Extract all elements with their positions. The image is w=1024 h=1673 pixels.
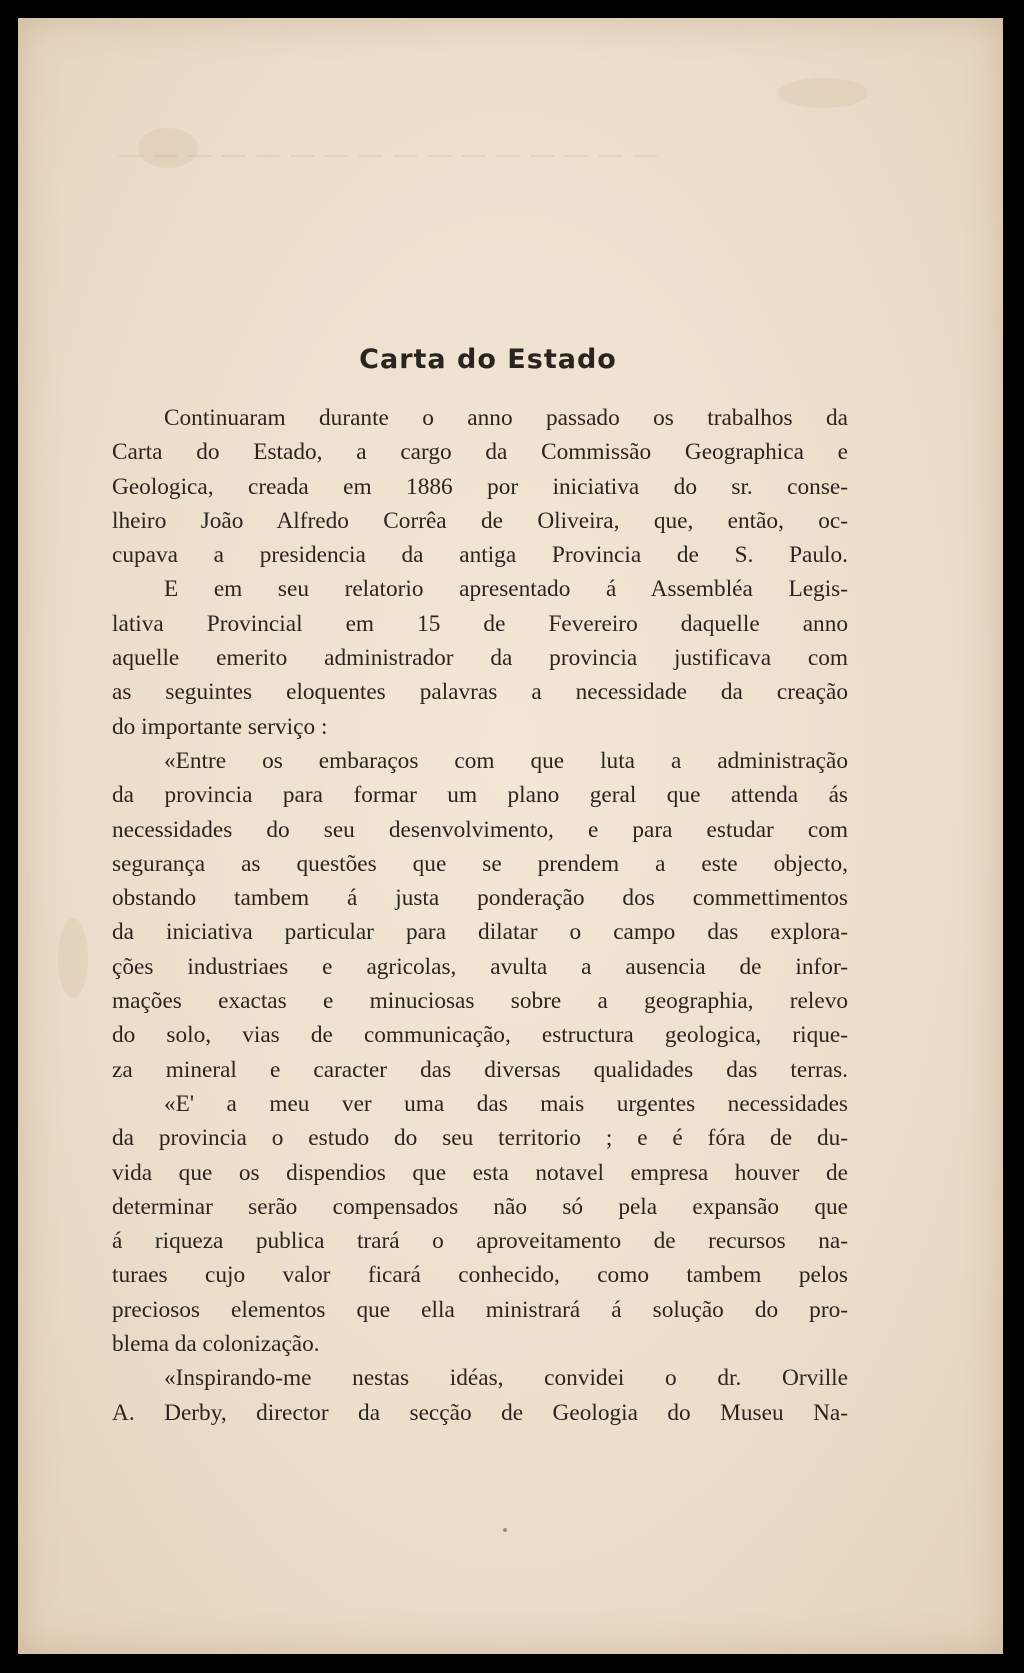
text-line: vida que os dispendios que esta notavel empresa houver de [112,1159,848,1186]
body-text [112,401,848,1430]
book-page [18,18,1003,1654]
text-line: do importante serviço : [112,713,328,740]
text-line: determinar serão compensados não só pela expansão que [112,1193,848,1220]
text-line: E em seu relatorio apresentado á Assembléa Legis- [164,576,848,603]
text-line: preciosos elementos que ella ministrará á solução do pro- [112,1296,848,1323]
text-line: Continuaram durante o anno passado os trabalhos da [164,405,848,431]
text-line: mações exactas e minuciosas sobre a geographia, relevo [112,988,848,1015]
text-line: da provincia para formar um plano geral que attenda ás [112,782,848,809]
text-line: lheiro João Alfredo Corrêa de Oliveira, que, então, oc- [112,507,848,534]
text-line: lativa Provincial em 15 de Fevereiro daquelle anno [112,610,848,637]
text-line: da iniciativa particular para dilatar o campo das explora- [112,919,848,946]
text-line: cupava a presidencia da antiga Provincia de S. Paulo. [112,542,848,569]
text-line: turaes cujo valor ficará conhecido, como tambem pelos [112,1262,848,1289]
page-title: Carta do Estado [359,344,617,375]
text-line: segurança as questões que se prendem a este objecto, [112,850,848,877]
text-line: obstando tambem á justa ponderação dos commettimentos [112,885,848,912]
text-line: «E' a meu ver uma das mais urgentes necessidades [164,1090,848,1117]
text-line: da provincia o estudo do seu territorio ; e é fóra de du- [112,1125,848,1152]
text-line: za mineral e caracter das diversas qualidades das terras. [112,1056,848,1083]
text-line: Geologica, creada em 1886 por iniciativa do sr. conse- [112,473,848,500]
text-line: as seguintes eloquentes palavras a necessidade da creação [112,679,848,706]
text-line: A. Derby, director da secção de Geologia do Museu Na- [112,1399,848,1426]
text-line: blema da colonização. [112,1331,320,1358]
text-line: necessidades do seu desenvolvimento, e para estudar com [112,816,848,843]
text-line: ções industriaes e agricolas, avulta a ausencia de infor- [112,953,848,980]
text-line: «Entre os embaraços com que luta a administração [164,747,848,774]
text-line: Carta do Estado, a cargo da Commissão Geographica e [112,439,848,466]
ink-dot [503,1528,507,1532]
show-through-text: — — — — — — — — — — — — — — — — [118,140,658,170]
paper-stain [58,918,88,998]
text-line: á riqueza publica trará o aproveitamento de recursos na- [112,1228,848,1255]
text-line: aquelle emerito administrador da provincia justificava com [112,645,848,672]
text-line: «Inspirando-me nestas idéas, convidei o dr. Orville [164,1365,848,1392]
paper-stain [778,78,868,108]
text-line: do solo, vias de communicação, estructura geologica, rique- [112,1022,848,1049]
